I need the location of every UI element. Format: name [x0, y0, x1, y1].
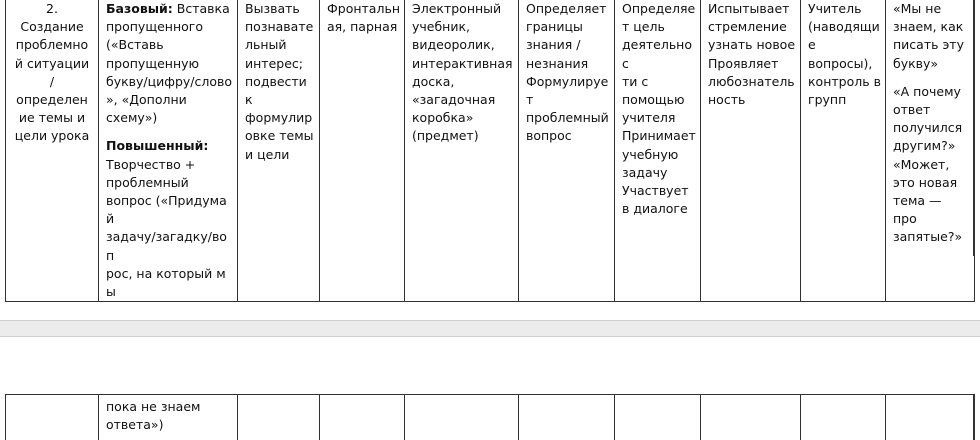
means-cell [405, 395, 519, 440]
basic-level-label: Базовый: [106, 1, 173, 16]
goal-cell: Вызвать познавате льный интерес; подвести к формулир овке темы и цели [238, 0, 320, 302]
page-break-gap [0, 320, 980, 337]
document-page-bottom [0, 337, 980, 440]
advanced-level-label: Повышенный: [106, 138, 209, 154]
table-row [6, 395, 975, 440]
phrases-paragraph: «А почему ответ получился другим?» «Может, это новая тема — про запятые?» [893, 83, 963, 245]
work-form-cell: Фронтальн ая, парная [320, 0, 405, 302]
tasks-cell: Базовый: Вставка пропущенного («Вставь пропущенную букву/цифру/слово », «Дополни схему») Повышенный: Творчество + проблемный вопрос («Придумай задачу/загадку/воп рос, на который мы [99, 0, 238, 302]
student-cognitive-cell: Определяет границы знания / незнания Формулируе т проблемный вопрос [519, 0, 615, 302]
table-row [6, 0, 975, 302]
phrases-cell [886, 395, 975, 440]
student-cognitive-cell [519, 395, 615, 440]
control-cell [801, 395, 886, 440]
lesson-plan-table-continued [5, 394, 975, 440]
lesson-plan-table [5, 0, 975, 302]
phrases-cell [886, 0, 975, 302]
phrases-paragraph: «Мы не знаем, как писать эту букву» [893, 1, 964, 71]
means-cell: Электронный учебник, видеоролик, интерактивная доска, «загадочная коробка» (предмет) [405, 0, 519, 302]
stage-cell: 2. Создание проблемно й ситуации / определен ие темы и цели урока [6, 0, 99, 302]
personal-cell: Испытывает стремление узнать новое Проявляет любознатель ность [701, 0, 801, 302]
table-right-border [973, 394, 974, 440]
regulatory-cell: Определяе т цель деятельнос ти с помощью учителя Принимает учебную задачу Участвует в диалоге [615, 0, 701, 302]
work-form-cell [320, 395, 405, 440]
tasks-cell: пока не знаем ответа») [99, 395, 238, 440]
table-right-border [973, 0, 974, 256]
stage-cell [6, 395, 99, 440]
control-cell: Учитель (наводящи е вопросы), контроль в групп [801, 0, 886, 302]
goal-cell [238, 395, 320, 440]
personal-cell [701, 395, 801, 440]
regulatory-cell [615, 395, 701, 440]
